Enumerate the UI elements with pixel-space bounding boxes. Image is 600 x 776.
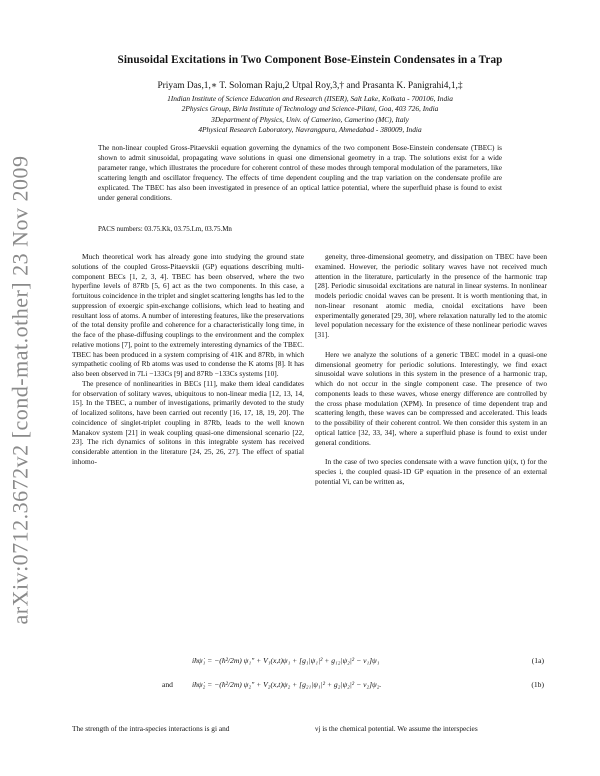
- affiliation-1: 1Indian Institute of Science Education and Research (IISER), Salt Lake, Kolkata - 700106, India: [167, 94, 453, 103]
- equation-lead: and: [162, 680, 173, 689]
- left-column: [72, 252, 304, 467]
- equation-1b: [72, 674, 548, 698]
- affiliation-4: 4Physical Research Laboratory, Navrangpura, Ahmedabad - 380009, India: [198, 124, 422, 134]
- affiliation-2: 2Physics Group, Birla Institute of Technology and Science-Pilani, Goa, 403 726, India: [181, 104, 439, 114]
- equation-body: iħψ̇₁ = −(ħ²/2m) ψ₁″ + V₁(x,t)ψ₁ + [g₁|ψ₁|² + g₁₂|ψ₂|² − ν₁]ψ₁: [192, 656, 380, 665]
- abstract: The non-linear coupled Gross-Pitaevskii equation governing the dynamics of the two component Bose-Einstein condensate (TBEC) is shown to admit sinusoidal, propagating wave solutions in quasi one dimensional geometry in a trap. The solutions exist for a wide parameter range, which illustrates the procedure for coherent control of these modes through temporal modulation of the parameters, like scattering length and oscillator frequency. The effects of time dependent coupling and the trap variation on the condensate profile are explicated. The TBEC has also been investigated in presence of an optical lattice potential, where the superfluid phase is found to exist under general conditions.: [98, 143, 502, 202]
- paper-title: Sinusoidal Excitations in Two Component Bose-Einstein Condensates in a Trap: [117, 54, 503, 66]
- paragraph-solitons: The presence of nonlinearities in BECs [11], make them ideal candidates for observation of solitary waves, ubiquitous to non-linear media [12, 13, 14, 15]. In the TBEC, a number of investigations, primarily devoted to the study of localized solitons, have been carried out recently [16, 17, 18, 19, 20]. The coincidence of singlet-triplet coupling in 87Rb, leads to the well known Manakov system [21] in weak coupling quasi-one dimensional scenario [22, 23]. The rich dynamics of solitons in this integrable system has received considerable attention in the literature [24, 25, 26, 27]. The effect of spatial inhomo-: [72, 378, 304, 466]
- paragraph-intro: Much theoretical work has already gone into studying the ground state solutions of the coupled Gross-Pitaevskii (GP) equations describing multi-component BECs [1, 2, 3, 4]. TBEC has been observed, where the two hyperfine levels of 87Rb [5, 6] act as the two components. In this case, a fortuitous coincidence in the triplet and singlet scattering lengths has led to the suppression of exoergic spin-exchange collisions, which lead to heating and resultant loss of atoms. A number of interesting features, like the preservations of the total density profile and coherence for a characteristically long time, in the face of the phase-diffusing couplings to the environment and the complex relative motions [7], point to the extremely interesting dynamics of the TBEC. TBEC has been produced in a system comprising of 41K and 87Rb, in which sympathetic cooling of Rb atoms was used to condense the K atoms [8]. It has also been observed in 7Li −133Cs [9] and 87Rb −133Cs systems [10].: [72, 252, 304, 378]
- paragraph-periodic: geneity, three-dimensional geometry, and dissipation on TBEC have been examined. However, the periodic solitary waves have not received much attention in the literature, particularly in the presence of the harmonic trap [28]. Periodic sinusoidal excitations are natural in linear systems. In nonlinear models periodic cnoidal waves can be present. It is worth mentioning that, in non-linear resonant atomic media, cnoidal excitations have been experimentally generated [29, 30], where relaxation naturally led to the atomic level population necessary for the existence of these nonlinear periodic waves [31].: [315, 252, 547, 339]
- bottom-right-text: νj is the chemical potential. We assume the interspecies: [315, 724, 478, 733]
- bottom-left-text: The strength of the intra-species interactions is gi and: [72, 724, 230, 733]
- equation-block: [72, 650, 548, 698]
- affiliations: [60, 94, 560, 135]
- arxiv-id: arXiv:0712.3672v2 [cond-mat.other] 23 Nov 2009: [8, 155, 33, 625]
- arxiv-sidebar-stamp: [6, 155, 36, 625]
- affiliation-3: 3Department of Physics, Univ. of Camerino, Camerino (MC), Italy: [211, 114, 409, 124]
- equation-body: iħψ̇₂ = −(ħ²/2m) ψ₂″ + V₂(x,t)ψ₂ + [g₂₁|ψ₁|² + g₂|ψ₂|² − ν₂]ψ₂.: [192, 680, 382, 689]
- right-column: [315, 252, 547, 487]
- paragraph-gp-equation: In the case of two species condensate with a wave function ψi(x, t) for the species i, the coupled quasi-1D GP equation in the presence of an external potential Vi, can be written as,: [315, 457, 547, 486]
- equation-number: (1a): [531, 656, 544, 665]
- author-list: Priyam Das,1,∗ T. Soloman Raju,2 Utpal Roy,3,† and Prasanta K. Panigrahi4,1,‡: [157, 81, 463, 91]
- equation-number: (1b): [531, 680, 544, 689]
- equation-1a: [72, 650, 548, 674]
- paragraph-analysis: Here we analyze the solutions of a generic TBEC model in a quasi-one dimensional geometry for periodic solutions. Interestingly, we find exact sinusoidal wave solutions in this system in the presence of a harmonic trap, which do not occur in the single component case. The presence of two components leads to these waves, whose energy difference are controlled by the cross phase modulation (XPM). In presence of time dependent trap and scattering length, these waves can be compressed and accelerated. This leads to the possibility of their coherent control. We then consider this system in an optical lattice [32, 33, 34], where a superfluid phase is found to exist under general conditions.: [315, 349, 547, 447]
- pacs-numbers: PACS numbers: 03.75.Kk, 03.75.Lm, 03.75.Mn: [98, 225, 232, 233]
